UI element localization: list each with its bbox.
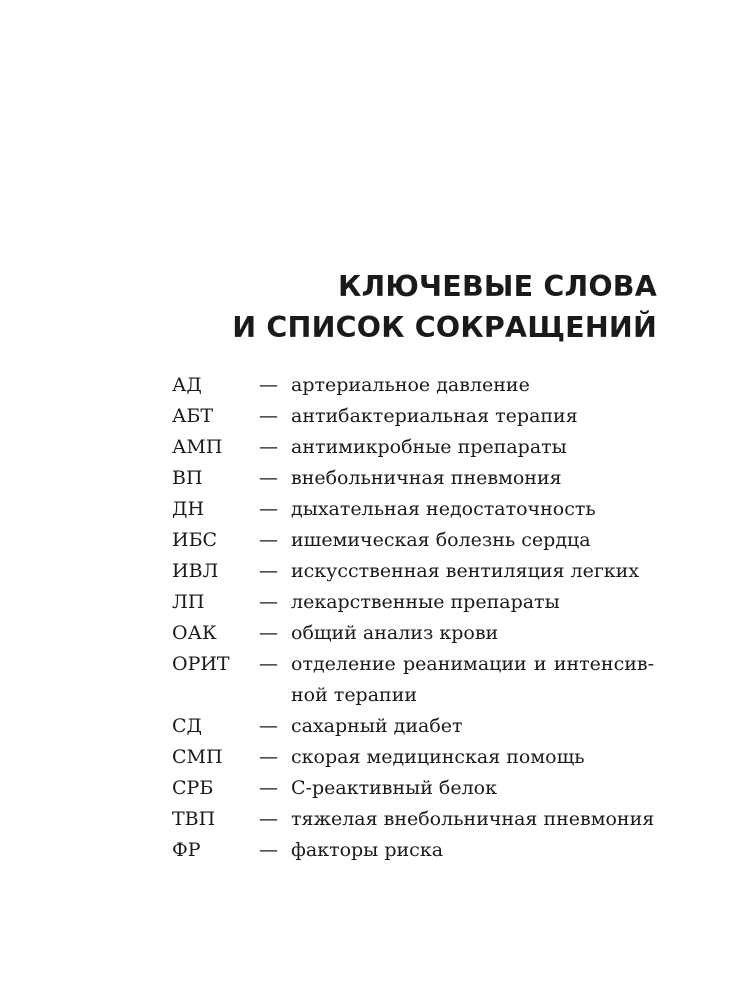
definition: скорая медицинская помощь: [291, 746, 585, 768]
abbreviation: СРБ: [172, 777, 214, 799]
definition: антимикробные препараты: [291, 436, 567, 458]
abbreviation-list: [172, 370, 662, 866]
dash: —: [259, 622, 278, 644]
list-item: [172, 525, 662, 556]
list-item: [172, 618, 662, 649]
list-item: [172, 401, 662, 432]
dash: —: [259, 808, 278, 830]
definition-line-1: отделение реанимации и интенсив-: [291, 653, 654, 675]
definition: артериальное давление: [291, 374, 530, 396]
list-item: [172, 835, 662, 866]
abbreviation: ФР: [172, 839, 201, 861]
list-item: [172, 370, 662, 401]
definition: [291, 649, 654, 711]
definition: искусственная вентиляция легких: [291, 560, 640, 582]
definition: дыхательная недостаточность: [291, 498, 596, 520]
dash: —: [259, 591, 278, 613]
dash: —: [259, 653, 278, 675]
abbreviation: ОАК: [172, 622, 217, 644]
heading-line-1: КЛЮЧЕВЫЕ СЛОВА: [338, 270, 657, 303]
abbreviation: ОРИТ: [172, 653, 230, 675]
dash: —: [259, 715, 278, 737]
dash: —: [259, 498, 278, 520]
definition: лекарственные препараты: [291, 591, 560, 613]
abbreviation: ИБС: [172, 529, 218, 551]
section-heading: [232, 266, 657, 348]
definition-line-2: ной терапии: [291, 684, 418, 706]
list-item: [172, 587, 662, 618]
dash: —: [259, 467, 278, 489]
definition: антибактериальная терапия: [291, 405, 578, 427]
definition: тяжелая внебольничная пневмония: [291, 808, 655, 830]
list-item: [172, 556, 662, 587]
definition: С-реактивный белок: [291, 777, 497, 799]
definition: внебольничная пневмония: [291, 467, 562, 489]
list-item: [172, 804, 662, 835]
abbreviation: АД: [172, 374, 202, 396]
abbreviation: СМП: [172, 746, 223, 768]
abbreviation: ВП: [172, 467, 203, 489]
abbreviation: ЛП: [172, 591, 205, 613]
dash: —: [259, 777, 278, 799]
dash: —: [259, 405, 278, 427]
dash: —: [259, 529, 278, 551]
list-item: [172, 494, 662, 525]
abbreviation: ТВП: [172, 808, 216, 830]
list-item: [172, 773, 662, 804]
list-item: [172, 463, 662, 494]
dash: —: [259, 374, 278, 396]
abbreviation: АМП: [172, 436, 223, 458]
list-item: [172, 432, 662, 463]
list-item: [172, 711, 662, 742]
dash: —: [259, 746, 278, 768]
abbreviation: ИВЛ: [172, 560, 219, 582]
definition: сахарный диабет: [291, 715, 463, 737]
dash: —: [259, 560, 278, 582]
list-item: [172, 649, 662, 711]
abbreviation: СД: [172, 715, 202, 737]
abbreviation: ДН: [172, 498, 205, 520]
dash: —: [259, 839, 278, 861]
definition: общий анализ крови: [291, 622, 499, 644]
abbreviation: АБТ: [172, 405, 214, 427]
definition: факторы риска: [291, 839, 444, 861]
dash: —: [259, 436, 278, 458]
definition: ишемическая болезнь сердца: [291, 529, 591, 551]
list-item: [172, 742, 662, 773]
heading-line-2: И СПИСОК СОКРАЩЕНИЙ: [232, 311, 657, 344]
